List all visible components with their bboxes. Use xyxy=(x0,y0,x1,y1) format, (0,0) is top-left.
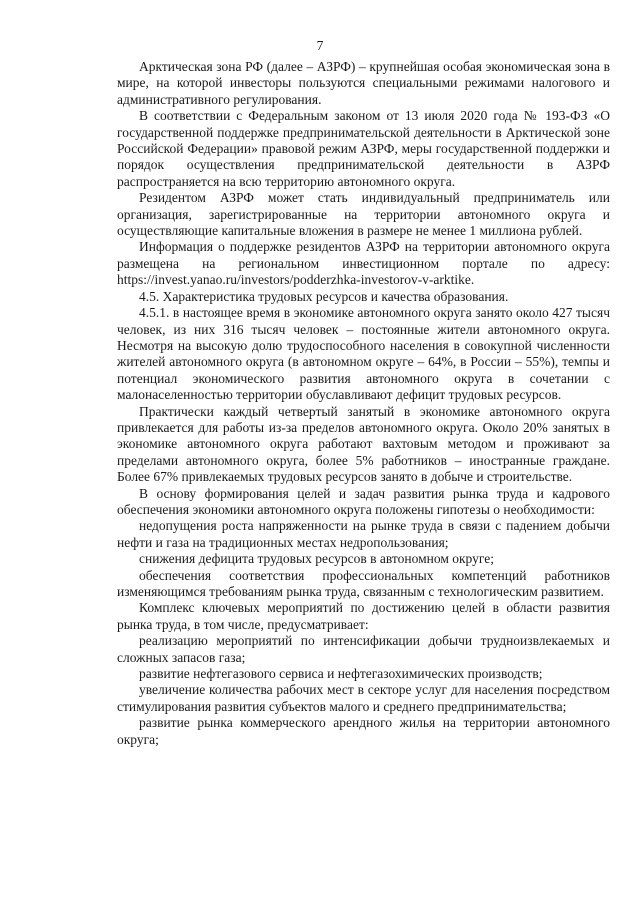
paragraph-investment-portal: Информация о поддержке резидентов АЗРФ на территории автономного округа размещена на региональном инвестиционном портале по адресу: https://invest.yanao.ru/investors/podderzhka-investorov-v-arktike. xyxy=(117,239,610,288)
list-item: недопущения роста напряженности на рынке труда в связи с падением добычи нефти и газа на традиционных местах недропользования; xyxy=(117,518,610,550)
list-item: реализацию мероприятий по интенсификации добычи трудноизвлекаемых и сложных запасов газа; xyxy=(117,633,610,665)
paragraph-resident-requirements: Резидентом АЗРФ может стать индивидуальный предприниматель или организация, зарегистрированные на территории автономного округа и осуществляющие капитальные вложения в размере не менее 1 миллиона рублей. xyxy=(117,190,610,239)
paragraph-hypotheses-intro: В основу формирования целей и задач развития рынка труда и кадрового обеспечения экономики автономного округа положены гипотезы о необходимости: xyxy=(117,485,610,517)
section-heading-labor-resources: 4.5. Характеристика трудовых ресурсов и качества образования. xyxy=(139,288,509,304)
paragraph-federal-law: В соответствии с Федеральным законом от 13 июля 2020 года № 193-ФЗ «О государственной поддержке предпринимательской деятельности в Арктической зоне Российской Федерации» правовой режим АЗРФ, меры государственной поддержки и порядок осуществления предпринимательской деятельности в АЗРФ распространяется на всю территорию автономного округа. xyxy=(117,108,610,189)
paragraph-key-measures-intro: Комплекс ключевых мероприятий по достижению целей в области развития рынка труда, в том числе, предусматривает: xyxy=(117,600,610,632)
page-number: 7 xyxy=(316,38,324,53)
paragraph-employment-figures: 4.5.1. в настоящее время в экономике автономного округа занято около 427 тысяч человек, из них 316 тысяч человек – постоянные жители автономного округа. Несмотря на высокую долю трудоспособного населения в совокупной численности жителей автономного округа (в автономном округе – 64%, в России – 55%), темпы и потенциал экономического развития автономного округа в сочетании с малонаселенностью территории обуславливают дефицит трудовых ресурсов. xyxy=(117,305,610,403)
list-item: обеспечения соответствия профессиональных компетенций работников изменяющимся требованиям рынка труда, связанным с технологическим развитием. xyxy=(117,567,610,599)
list-item: снижения дефицита трудовых ресурсов в автономном округе; xyxy=(139,551,494,567)
paragraph-azrf-definition: Арктическая зона РФ (далее – АЗРФ) – крупнейшая особая экономическая зона в мире, на которой инвесторы пользуются специальными режимами налогового и административного регулирования. xyxy=(117,59,610,107)
document-body xyxy=(117,59,610,748)
list-item: развитие рынка коммерческого арендного жилья на территории автономного округа; xyxy=(117,715,610,747)
list-item: увеличение количества рабочих мест в секторе услуг для населения посредством стимулирования развития субъектов малого и среднего предпринимательства; xyxy=(117,682,610,714)
list-item: развитие нефтегазового сервиса и нефтегазохимических производств; xyxy=(139,666,543,682)
paragraph-shift-workers: Практически каждый четвертый занятый в экономике автономного округа привлекается для работы из-за пределов автономного округа. Около 20% занятых в экономике автономного округа работают вахтовым методом и проживают за пределами автономного округа, более 5% работников – иностранные граждане. Более 67% привлекаемых трудовых ресурсов занято в добыче и строительстве. xyxy=(117,403,610,485)
